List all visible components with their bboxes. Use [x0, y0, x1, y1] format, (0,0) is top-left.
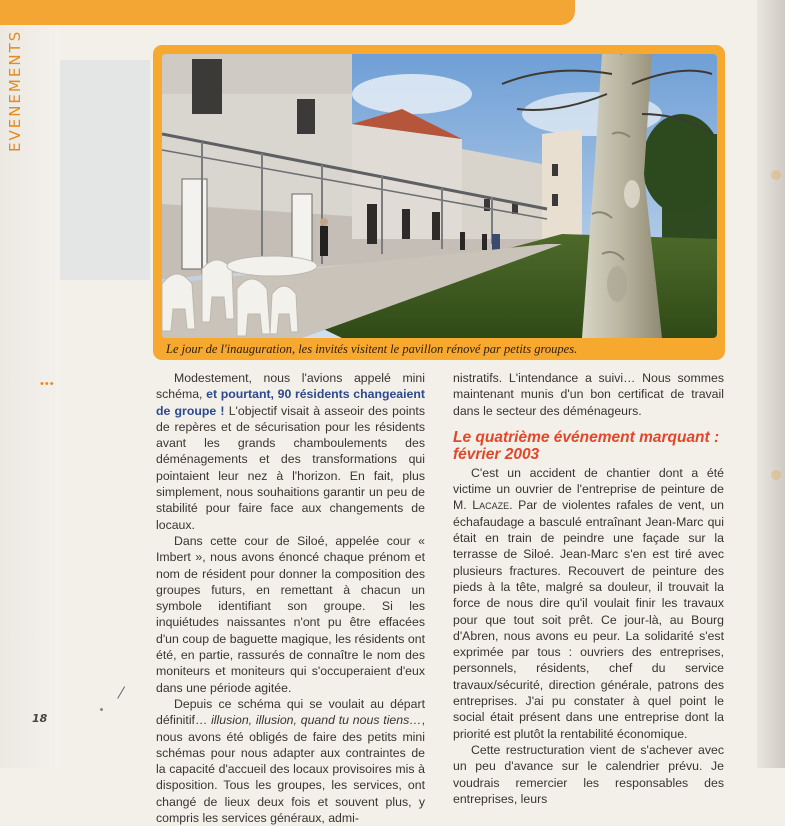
bleed-through-shadow [60, 60, 150, 280]
next-page-edge [757, 0, 785, 768]
inauguration-photo [162, 54, 717, 338]
bullet-dots: ••• [40, 378, 55, 390]
left-p3-italic: illusion, illusion, quand tu nous tiens… [211, 713, 422, 728]
left-p1-text-c: L'objectif visait à asseoir des points de repères et de sécurisation pour les résidents avant les grands chamboulements des déménagements et des transformations qui pointaient leur nez à l'horizon. En fait, plus simplement, nous souhaitions garantir un peu de stabilité pour faire face aux changements de locaux. [156, 403, 425, 532]
right-paragraph-1: nistratifs. L'intendance a suivi… Nous sommes maintenant munis d'un bon certificat de travail dans le secteur des déménageurs. [453, 371, 724, 418]
right-paragraph-2 [453, 465, 724, 742]
right-paragraph-3: Cette restructuration vient de s'achever avec un peu d'avance sur le calendrier prévu. Je voudrais remercier les responsables des entreprises, leurs [453, 742, 724, 806]
left-p3-text-c: , nous avons été obligés de faire des petits mini schémas pour nous adapter aux contraintes de la capacité d'accueil des locaux provisoires mis à disposition. Tous les groupes, les services, ont changé de lieux deux fois et souvent plus, y compris les services généraux, admi- [156, 713, 425, 826]
right-p2-text-b: . Par de violentes rafales de vent, un échafaudage a basculé entraînant Jean-Marc qui était en train de peindre une façade sur la terrasse de Siloé. Jean-Marc s'en est tiré avec plusieurs fractures. Recouvert de peinture des pieds à la tête, malgré sa douleur, il trouvait la force de nous dire qu'il voulait finir les travaux pour que tout soit prêt. Ce jour-là, au Bourg d'Abren, nous avons eu peur. La solidarité s'est exprimée par tous : ouvriers des entreprises, personnels, résidents, chef du service travaux/sécurité, direction générale, patrons des entreprises. J'ai pu constater à quel point le social était présent dans une entreprise dont la priorité est plutôt la rentabilité économique. [453, 498, 724, 741]
right-p2-name: Lacaze [472, 498, 510, 513]
page-number: 18 [32, 712, 48, 725]
left-p1-text-a: Modestement, nous l'avions appelé mini schéma, [156, 371, 425, 402]
left-p3-text-a: Depuis ce schéma qui se voulait au départ définitif… [156, 696, 425, 728]
section-label: EVENEMENTS [6, 30, 24, 153]
header-band [0, 0, 575, 25]
right-p2-text-a: C'est un accident de chantier dont a été victime un ouvrier de l'entreprise de peinture de M. [453, 465, 724, 513]
pen-dot [100, 708, 103, 711]
section-heading: Le quatrième événement marquant : février 2003 [453, 428, 720, 463]
left-paragraph-2: Dans cette cour de Siloé, appelée cour « Imbert », nous avons énoncé chaque prénom et nom de résident pour donner la composition des groupes futurs, en remettant à chacun un symbole identifiant son groupe. Si les inquiétudes naissantes n'ont pu être effacées d'un coup de baguette magique, les résidents ont été, en partie, rassurés de connaître le nom des moniteurs et moniteurs qui s'occuperaient d'eux dans une période agitée. [156, 533, 425, 695]
photo-caption: Le jour de l'inauguration, les invités visitent le pavillon rénové par petits groupes. [166, 342, 578, 356]
pen-mark [117, 686, 134, 704]
left-column [156, 370, 425, 826]
left-paragraph-3 [156, 696, 425, 826]
left-p1-emphasis: et pourtant, 90 résidents changeaient de groupe ! [156, 387, 426, 418]
right-column [453, 370, 724, 807]
left-paragraph-1 [156, 370, 425, 533]
